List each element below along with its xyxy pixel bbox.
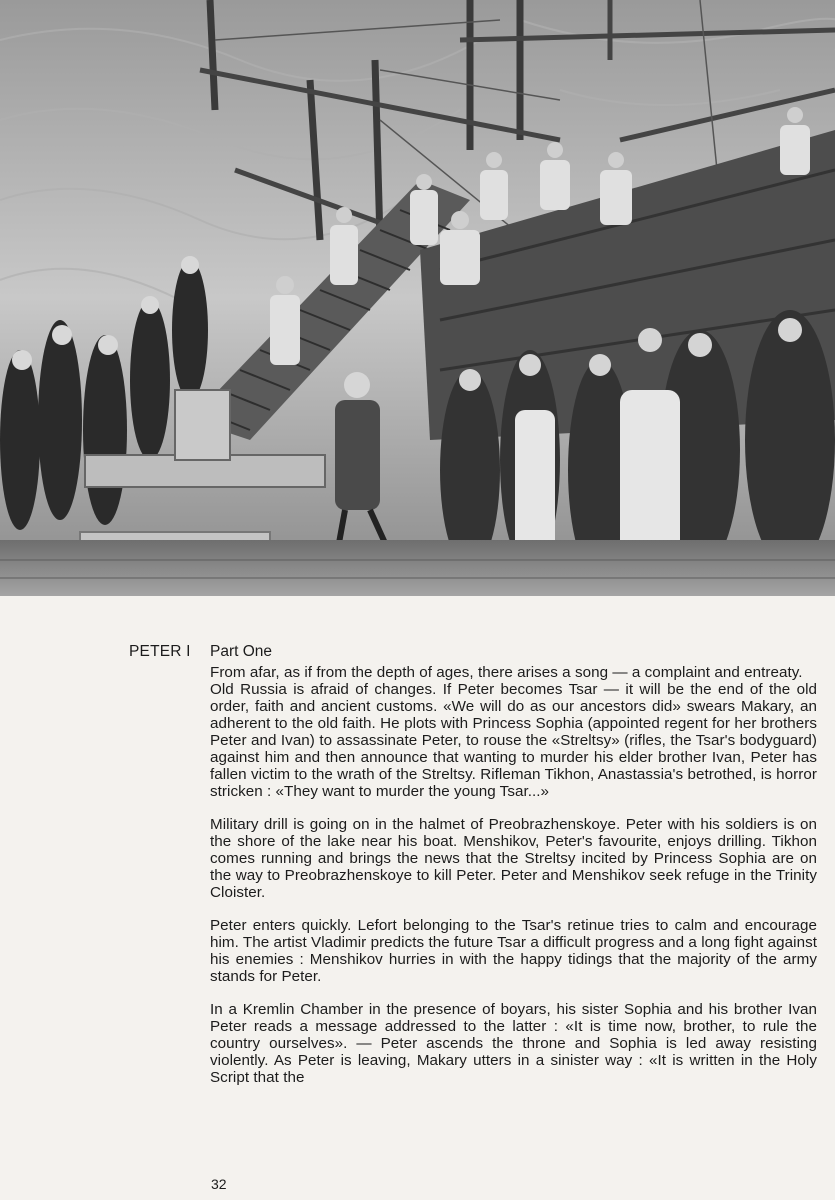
paragraph: Peter enters quickly. Lefort belonging to the Tsar's retinue tries to calm and encourage him. The artist Vladimir predicts the future Tsar a difficult progress and a long fight against his enemies : Menshikov hurries in with the happy tidings that the majority of the army stands for Peter.	[210, 917, 817, 985]
paragraph: From afar, as if from the depth of ages, there arises a song — a complaint and entreaty.	[210, 664, 803, 681]
page-number: 32	[211, 1176, 227, 1192]
stage-photograph-icon	[0, 0, 835, 596]
paragraph: In a Kremlin Chamber in the presence of boyars, his sister Sophia and his brother Ivan Peter reads a message addressed to the latter : «It is time now, brother, to rule the country ourselves». — Peter ascends the throne and Sophia is led away resisting violently. As Peter is leaving, Makary utters in a sinister way : «It is written in the Holy Script that the	[210, 1001, 817, 1086]
synopsis-body	[210, 664, 817, 1102]
paragraph: Old Russia is afraid of changes. If Peter becomes Tsar — it will be the end of the old order, faith and ancient customs. «We will do as our ancestors did» swears Makary, an adherent to the old faith. He plots with Princess Sophia (appointed regent for her brothers Peter and Ivan) to assassinate Peter, to rouse the «Streltsy» (rifles, the Tsar's bodyguard) against him and then announce that wanting to murder his elder brother Ivan, Peter has fallen victim to the wrath of the Streltsy. Rifleman Tikhon, Anastassia's betrothed, is horror stricken : «They want to murder the young Tsar...»	[210, 681, 817, 800]
section-label: PETER I	[129, 643, 191, 660]
stage-photograph	[0, 0, 835, 596]
part-title: Part One	[210, 643, 273, 660]
paragraph: Military drill is going on in the halmet of Preobrazhenskoye. Peter with his soldiers is on the shore of the lake near his boat. Menshikov, Peter's favourite, enjoys drilling. Tikhon comes running and brings the news that the Streltsy incited by Princess Sophia are on the way to Preobrazhenskoye to kill Peter. Peter and Menshikov seek refuge in the Trinity Cloister.	[210, 816, 817, 901]
